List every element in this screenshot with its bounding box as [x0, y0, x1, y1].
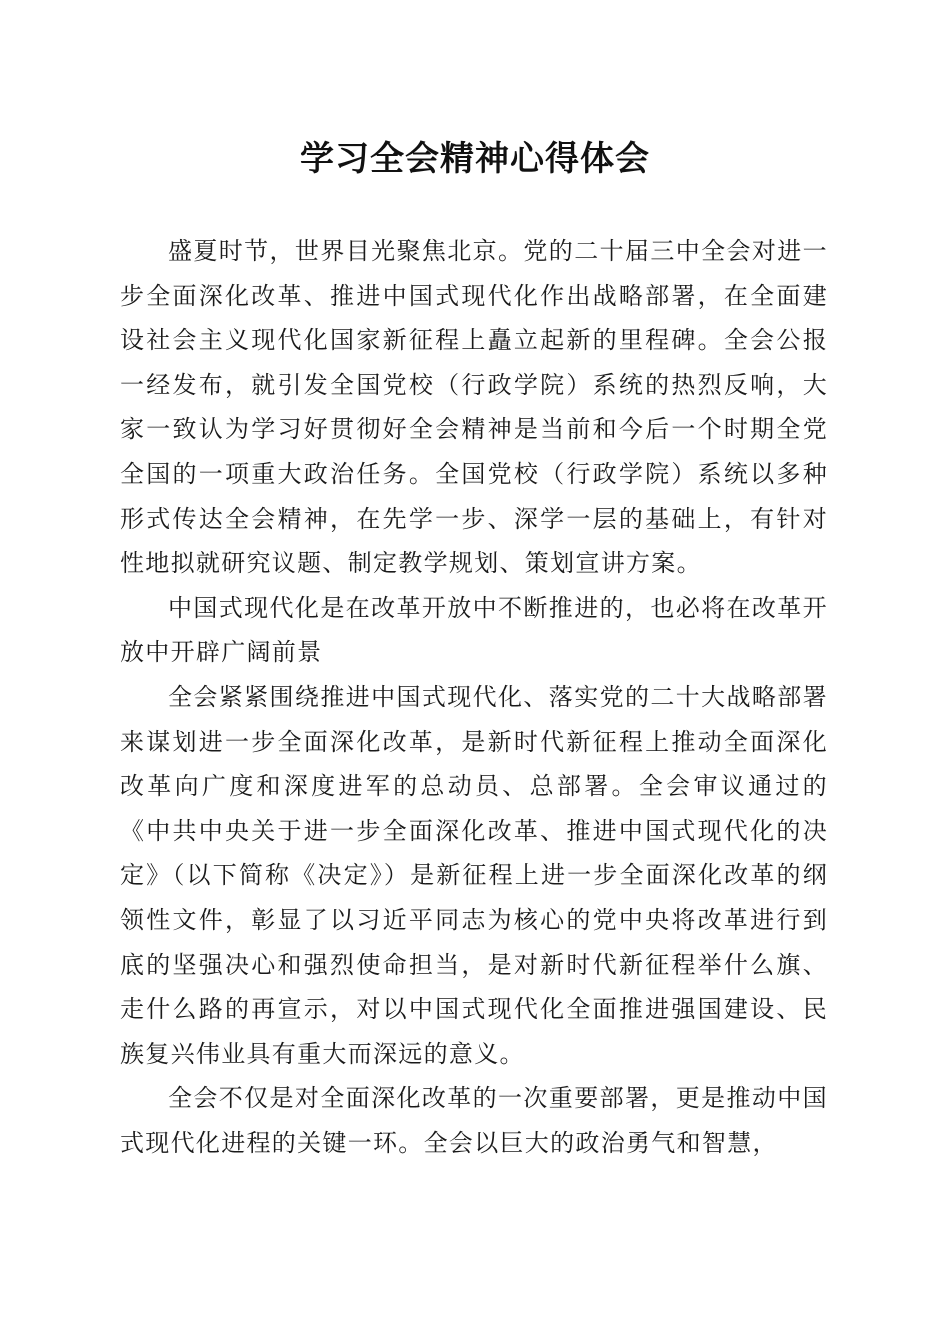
document-title: 学习全会精神心得体会	[300, 139, 650, 179]
paragraph: 中国式现代化是在改革开放中不断推进的，也必将在改革开放中开辟广阔前景	[120, 593, 828, 667]
paragraph: 全会不仅是对全面深化改革的一次重要部署，更是推动中国式现代化进程的关键一环。全会以巨大的政治勇气和智慧，	[120, 1084, 828, 1157]
document-body	[120, 229, 828, 1165]
paragraph: 全会紧紧围绕推进中国式现代化、落实党的二十大战略部署来谋划进一步全面深化改革，是新时代新征程上推动全面深化改革向广度和深度进军的总动员、总部署。全会审议通过的《中共中央关于进一步全面深化改革、推进中国式现代化的决定》（以下简称《决定》）是新征程上进一步全面深化改革的纲领性文件，彰显了以习近平同志为核心的党中央将改革进行到底的坚强决心和强烈使命担当，是对新时代新征程举什么旗、走什么路的再宣示，对以中国式现代化全面推进强国建设、民族复兴伟业具有重大而深远的意义。	[120, 682, 828, 1068]
paragraph: 盛夏时节，世界目光聚焦北京。党的二十届三中全会对进一步全面深化改革、推进中国式现代化作出战略部署，在全面建设社会主义现代化国家新征程上矗立起新的里程碑。全会公报一经发布，就引发全国党校（行政学院）系统的热烈反响，大家一致认为学习好贯彻好全会精神是当前和今后一个时期全党全国的一项重大政治任务。全国党校（行政学院）系统以多种形式传达全会精神，在先学一步、深学一层的基础上，有针对性地拟就研究议题、制定教学规划、策划宣讲方案。	[120, 237, 828, 578]
